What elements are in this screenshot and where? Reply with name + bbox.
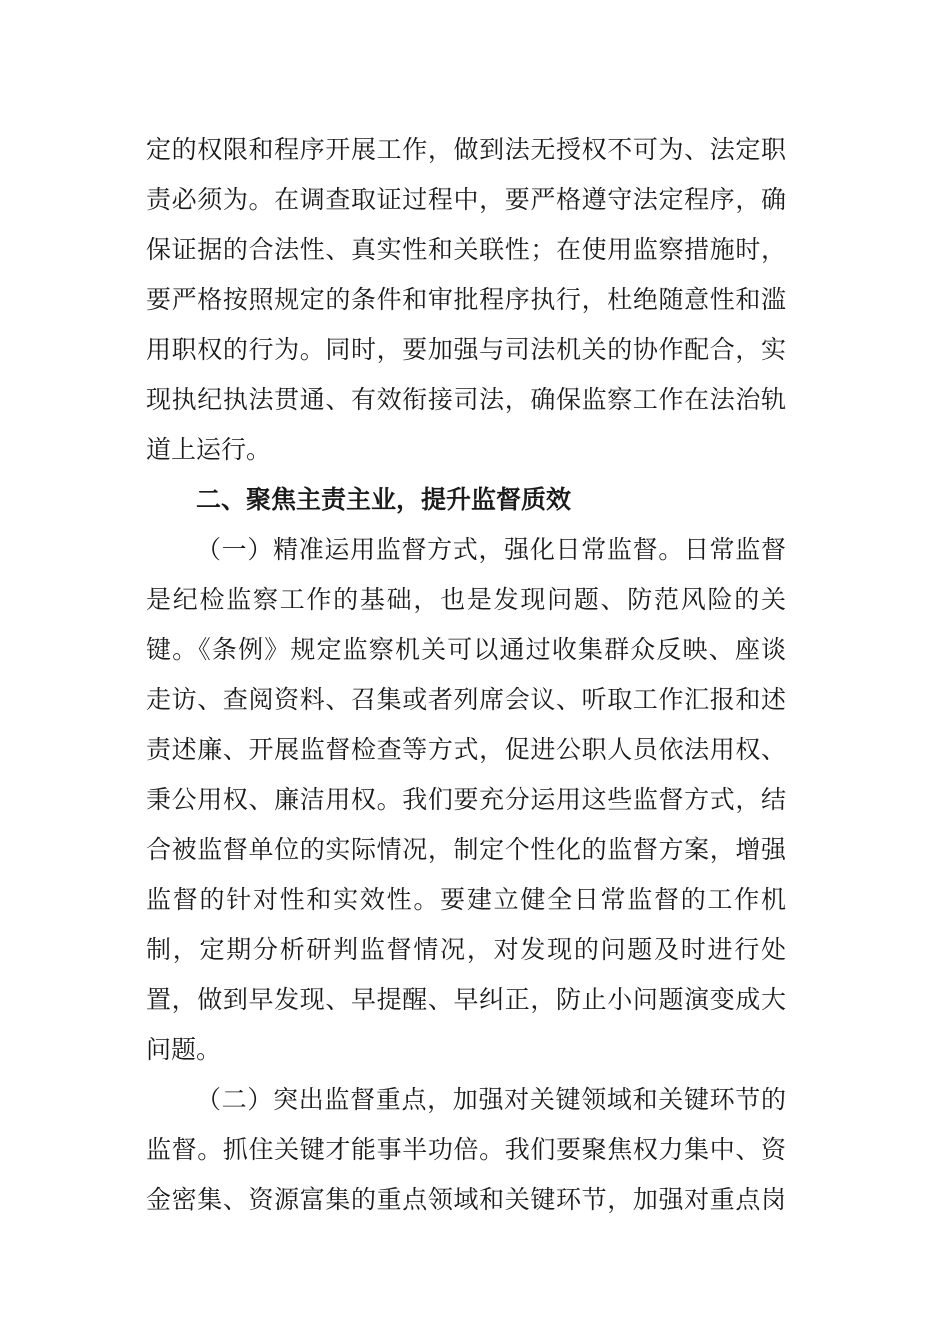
body-text-line: 合被监督单位的实际情况，制定个性化的监督方案，增强 [146,835,786,864]
body-text-line: 定的权限和程序开展工作，做到法无授权不可为、法定职 [146,135,786,164]
body-text-line: 责必须为。在调查取证过程中，要严格遵守法定程序，确 [146,185,786,214]
body-text-line: 监督。抓住关键才能事半功倍。我们要聚焦权力集中、资 [146,1135,786,1164]
body-text-line: 秉公用权、廉洁用权。我们要充分运用这些监督方式，结 [146,785,786,814]
body-text-line: 制，定期分析研判监督情况，对发现的问题及时进行处 [146,935,786,964]
body-text-line: 现执纪执法贯通、有效衔接司法，确保监察工作在法治轨 [146,385,786,414]
body-text-line: 是纪检监察工作的基础，也是发现问题、防范风险的关 [146,585,786,614]
body-text-line: 问题。 [146,1035,222,1064]
body-text-line: 监督的针对性和实效性。要建立健全日常监督的工作机 [146,885,786,914]
body-text-line: 键。《条例》规定监察机关可以通过收集群众反映、座谈 [146,635,786,664]
body-text-line: 置，做到早发现、早提醒、早纠正，防止小问题演变成大 [146,985,786,1014]
paragraph-first-line: （一）精准运用监督方式，强化日常监督。日常监督 [196,535,786,564]
body-text-line: 保证据的合法性、真实性和关联性；在使用监察措施时， [146,235,786,264]
body-text-line: 要严格按照规定的条件和审批程序执行，杜绝随意性和滥 [146,285,786,314]
body-text-line: 用职权的行为。同时，要加强与司法机关的协作配合，实 [146,335,786,364]
paragraph-first-line: （二）突出监督重点，加强对关键领域和关键环节的 [196,1085,786,1114]
body-text-line: 金密集、资源富集的重点领域和关键环节，加强对重点岗 [146,1185,786,1214]
body-text-line: 责述廉、开展监督检查等方式，促进公职人员依法用权、 [146,735,786,764]
body-text-line: 走访、查阅资料、召集或者列席会议、听取工作汇报和述 [146,685,786,714]
body-text-line: 道上运行。 [146,435,272,464]
section-heading: 二、聚焦主责主业，提升监督质效 [196,485,572,514]
